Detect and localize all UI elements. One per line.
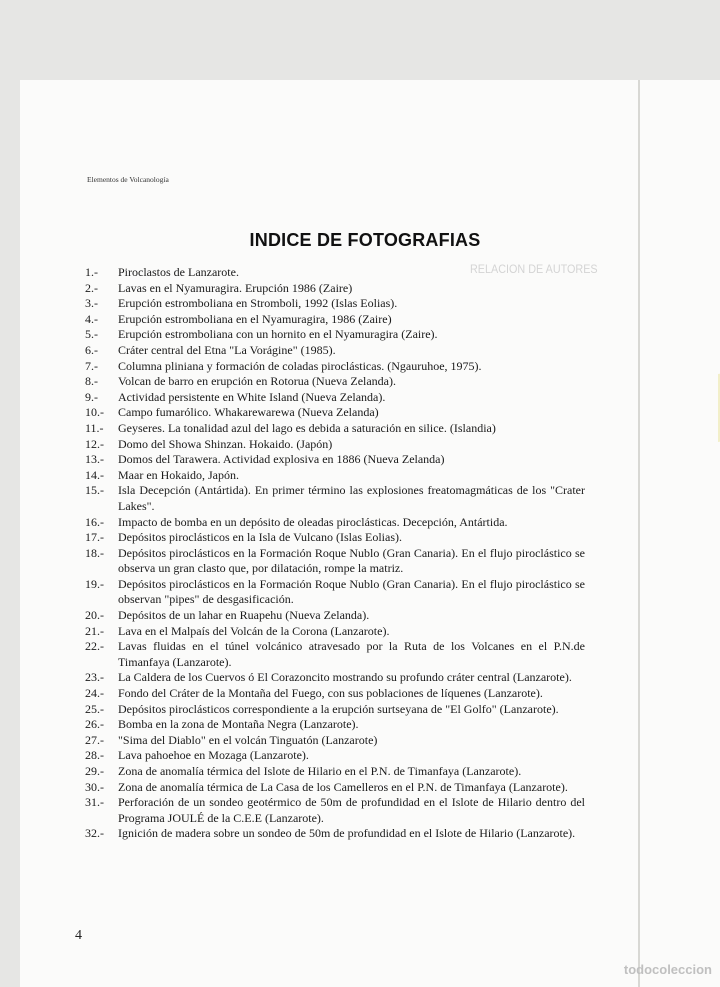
entry-number: 6.- xyxy=(85,342,98,357)
entry-number: 11.- xyxy=(85,420,104,435)
list-item xyxy=(85,780,585,796)
entry-caption: Piroclastos de Lanzarote. xyxy=(118,265,239,279)
entry-number: 1.- xyxy=(85,265,98,279)
entry-number: 32.- xyxy=(85,826,104,841)
list-item xyxy=(85,670,585,686)
entry-number: 9.- xyxy=(85,389,98,404)
show-through-text: RELACION DE AUTORES xyxy=(470,262,598,276)
entry-number: 21.- xyxy=(85,623,104,638)
page-number: 4 xyxy=(75,928,82,943)
entry-caption: Depósitos piroclásticos en la Formación Roque Nublo (Gran Canaria). En el flujo piroclástico se observan "pipes" de desgasificación. xyxy=(118,576,585,607)
list-item xyxy=(85,748,585,764)
entry-caption: Depósitos piroclásticos correspondiente a la erupción surtseyana de "El Golfo" (Lanzarote). xyxy=(118,701,559,716)
entry-caption: Cráter central del Etna "La Vorágine" (1985). xyxy=(118,342,336,357)
list-item xyxy=(85,359,585,375)
entry-number: 28.- xyxy=(85,748,104,763)
entry-caption: Domos del Tarawera. Actividad explosiva en 1886 (Nueva Zelanda) xyxy=(118,452,445,467)
running-header: Elementos de Volcanología xyxy=(87,175,169,184)
entry-number: 4.- xyxy=(85,311,98,326)
entry-caption: Zona de anomalía térmica del Islote de Hilario en el P.N. de Timanfaya (Lanzarote). xyxy=(118,764,522,778)
entry-number: 2.- xyxy=(85,280,98,295)
list-item xyxy=(85,702,585,718)
entry-number: 7.- xyxy=(85,358,98,373)
entry-caption: Ignición de madera sobre un sondeo de 50m de profundidad en el Islote de Hilario (Lanzarote). xyxy=(118,826,576,841)
entry-number: 24.- xyxy=(85,686,104,701)
list-item xyxy=(85,374,585,390)
list-item xyxy=(85,437,585,453)
list-item xyxy=(85,515,585,531)
entry-caption: Erupción estromboliana con un hornito en el Nyamuragira (Zaire). xyxy=(118,327,438,342)
entry-caption: Domo del Showa Shinzan. Hokaido. (Japón) xyxy=(118,436,333,451)
list-item xyxy=(85,421,585,437)
entry-number: 20.- xyxy=(85,608,104,623)
entry-caption: Lavas fluidas en el túnel volcánico atravesado por la Ruta de los Volcanes en el P.N.de Timanfaya (Lanzarote). xyxy=(118,639,585,669)
list-item xyxy=(85,795,585,826)
entry-number: 23.- xyxy=(85,670,104,685)
entry-number: 31.- xyxy=(85,795,104,810)
entry-caption: Depósitos de un lahar en Ruapehu (Nueva Zelanda). xyxy=(118,608,370,623)
list-item xyxy=(85,281,585,297)
list-item xyxy=(85,296,585,312)
entry-number: 3.- xyxy=(85,296,98,311)
entry-caption: Actividad persistente en White Island (Nueva Zelanda). xyxy=(118,389,386,404)
list-item xyxy=(85,452,585,468)
entry-caption: Depósitos piroclásticos en la Formación Roque Nublo (Gran Canaria). En el flujo piroclástico se observa un gran clasto que, por dilatación, rompe la matriz. xyxy=(118,545,585,576)
entry-caption: Lava pahoehoe en Mozaga (Lanzarote). xyxy=(118,748,309,763)
list-item xyxy=(85,608,585,624)
entry-number: 30.- xyxy=(85,779,104,794)
list-item xyxy=(85,468,585,484)
entry-caption: Depósitos piroclásticos en la Isla de Vulcano (Islas Eolias). xyxy=(118,530,402,545)
entry-caption: Maar en Hokaido, Japón. xyxy=(118,467,239,482)
entry-number: 14.- xyxy=(85,467,104,482)
entry-number: 10.- xyxy=(85,405,104,420)
entry-caption: Lavas en el Nyamuragira. Erupción 1986 (Zaire) xyxy=(118,280,353,295)
list-item xyxy=(85,530,585,546)
list-item xyxy=(85,265,585,281)
entry-number: 17.- xyxy=(85,530,104,545)
page-edge xyxy=(638,80,640,987)
list-item xyxy=(85,390,585,406)
entry-caption: Columna pliniana y formación de coladas piroclásticas. (Ngauruhoe, 1975). xyxy=(118,358,482,373)
list-item xyxy=(85,639,585,670)
list-item xyxy=(85,764,585,780)
list-item xyxy=(85,826,585,842)
entry-caption: "Sima del Diablo" en el volcán Tinguatón (Lanzarote) xyxy=(118,732,378,747)
entry-caption: Impacto de bomba en un depósito de oleadas piroclásticas. Decepción, Antártida. xyxy=(118,514,508,529)
entry-caption: Campo fumarólico. Whakarewarewa (Nueva Zelanda) xyxy=(118,405,379,420)
entry-number: 26.- xyxy=(85,717,104,732)
entry-number: 16.- xyxy=(85,514,104,529)
entry-number: 25.- xyxy=(85,701,104,716)
list-item xyxy=(85,546,585,577)
page-title: INDICE DE FOTOGRAFIAS xyxy=(249,230,481,250)
entry-caption: Geyseres. La tonalidad azul del lago es debida a saturación en silice. (Islandia) xyxy=(118,420,496,435)
entry-caption: Bomba en la zona de Montaña Negra (Lanzarote). xyxy=(118,717,359,732)
entry-number: 5.- xyxy=(85,327,98,342)
entry-number: 8.- xyxy=(85,374,98,389)
entry-number: 13.- xyxy=(85,452,104,467)
entry-caption: Erupción estromboliana en el Nyamuragira, 1986 (Zaire) xyxy=(118,311,392,326)
entry-caption: Perforación de un sondeo geotérmico de 50m de profundidad en el Islote de Hilario dentro del Programa JOULÉ de la C.E.E (Lanzarote). xyxy=(118,795,585,825)
entry-number: 18.- xyxy=(85,545,104,560)
entry-caption: Lava en el Malpaís del Volcán de la Corona (Lanzarote). xyxy=(118,623,390,638)
list-item xyxy=(85,405,585,421)
entry-caption: Volcan de barro en erupción en Rotorua (Nueva Zelanda). xyxy=(118,374,396,389)
entry-caption: La Caldera de los Cuervos ó El Corazoncito mostrando su profundo cráter central (Lanzarote). xyxy=(118,670,572,685)
list-item xyxy=(85,733,585,749)
list-item xyxy=(85,312,585,328)
entry-number: 15.- xyxy=(85,483,104,498)
list-item xyxy=(85,343,585,359)
entry-number: 22.- xyxy=(85,639,104,654)
watermark: todocoleccion xyxy=(623,962,712,977)
list-item xyxy=(85,483,585,514)
entry-number: 29.- xyxy=(85,764,104,778)
entry-caption: Zona de anomalía térmica de La Casa de los Camelleros en el P.N. de Timanfaya (Lanzarote). xyxy=(118,779,568,794)
entry-caption: Erupción estromboliana en Stromboli, 1992 (Islas Eolias). xyxy=(118,296,398,311)
list-item xyxy=(85,686,585,702)
entry-number: 27.- xyxy=(85,732,104,747)
list-item xyxy=(85,624,585,640)
entry-number: 12.- xyxy=(85,436,104,451)
entry-caption: Isla Decepción (Antártida). En primer término las explosiones freatomagmáticas de los "Crater Lakes". xyxy=(118,483,585,513)
entry-caption: Fondo del Cráter de la Montaña del Fuego, con sus poblaciones de líquenes (Lanzarote). xyxy=(118,686,543,701)
list-item xyxy=(85,327,585,343)
list-item xyxy=(85,577,585,608)
entry-number: 19.- xyxy=(85,576,104,591)
photo-index-list xyxy=(85,265,585,842)
list-item xyxy=(85,717,585,733)
